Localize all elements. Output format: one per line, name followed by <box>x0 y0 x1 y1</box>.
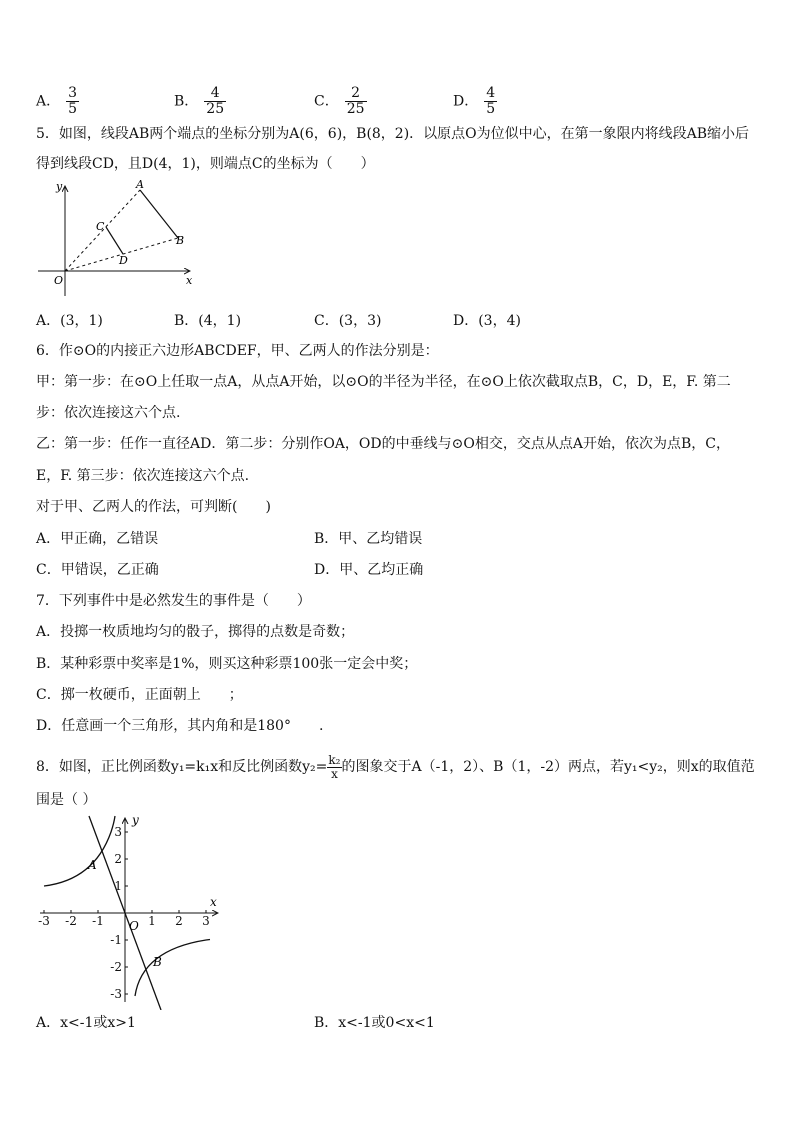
q8-stem-line2: 围是（ ） <box>36 792 97 808</box>
q6-stem-line3: 步：依次连接这六个点. <box>36 405 181 421</box>
label-x: x <box>186 274 193 287</box>
q8-option-b: B．x<-1或0<x<1 <box>314 1015 435 1031</box>
hyperbola-branch-right <box>135 940 210 997</box>
label-b: B <box>176 234 185 247</box>
q7-stem: 7．下列事件中是必然发生的事件是（ ） <box>36 593 311 609</box>
q5-figure <box>30 178 200 303</box>
fraction: $\frac{3}{5}$ <box>68 85 78 117</box>
q4-option-a: A． $\frac{3}{5}$ <box>36 85 78 117</box>
q6-option-d: D．甲、乙均正确 <box>314 562 424 578</box>
q8-option-a: A．x<-1或x>1 <box>36 1015 136 1031</box>
q8-stem-line1: 8．如图，正比例函数y₁=k₁x和反比例函数y₂= $\frac{\text{k₂}}{x}$ 的图象交于A（-1，2）、B（1，-2）两点，若y₁<y₂，则x的取值范 <box>36 752 755 781</box>
q6-option-c: C．甲错误，乙正确 <box>36 562 159 578</box>
q4-option-b: B． $\frac{4}{25}$ <box>174 85 225 117</box>
fraction: $\frac{4}{5}$ <box>486 85 496 117</box>
svg-text:-1: -1 <box>92 914 104 928</box>
q8-figure <box>30 812 230 1010</box>
svg-text:-3: -3 <box>38 914 50 928</box>
q5-option-d: D．(3，4) <box>453 313 521 329</box>
q6-stem-line2: 甲：第一步：在⊙O上任取一点A，从点A开始，以⊙O的半径为半径，在⊙O上依次截取点B，C，D，E，F. 第二 <box>36 374 731 390</box>
label-o: O <box>54 274 64 287</box>
q6-option-b: B．甲、乙均错误 <box>314 531 423 547</box>
q5-option-c: C．(3，3) <box>314 313 382 329</box>
svg-text:-3: -3 <box>110 987 122 1001</box>
svg-text:3: 3 <box>114 825 122 839</box>
svg-text:3: 3 <box>202 914 210 928</box>
label-a: A <box>88 858 97 872</box>
label-b: B <box>153 955 162 969</box>
fraction-k2-over-x: $\frac{\text{k₂}}{x}$ <box>328 752 341 781</box>
q7-option-d: D．任意画一个三角形，其内角和是180° . <box>36 718 324 734</box>
q5-option-b: B．(4，1) <box>174 313 242 329</box>
label-c: C <box>96 220 105 233</box>
hyperbola-branch-left <box>44 816 115 886</box>
label-y: y <box>56 180 63 193</box>
segment-cd <box>106 227 123 254</box>
label-x: x <box>210 895 217 909</box>
q6-stem-line1: 6．作⊙O的内接正六边形ABCDEF，甲、乙两人的作法分别是： <box>36 343 439 359</box>
q4-option-d: D． $\frac{4}{5}$ <box>453 85 496 117</box>
q6-option-a: A．甲正确，乙错误 <box>36 531 159 547</box>
q6-stem-line6: 对于甲、乙两人的作法，可判断( ) <box>36 499 271 515</box>
label-y: y <box>132 813 139 827</box>
x-tick-labels <box>38 914 210 928</box>
svg-text:-2: -2 <box>65 914 77 928</box>
q7-option-c: C．掷一枚硬币，正面朝上 ； <box>36 687 243 703</box>
segment-ab <box>140 190 178 238</box>
q6-stem-line4: 乙：第一步：任作一直径AD．第二步：分别作OA，OD的中垂线与⊙O相交，交点从点A开始，依次为点B，C， <box>36 436 730 452</box>
fraction: $\frac{4}{25}$ <box>206 85 225 117</box>
q6-stem-line5: E，F. 第三步：依次连接这六个点. <box>36 468 250 484</box>
label-o: O <box>129 919 139 933</box>
svg-text:2: 2 <box>175 914 183 928</box>
svg-text:2: 2 <box>114 852 122 866</box>
fraction: $\frac{2}{25}$ <box>346 85 365 117</box>
svg-text:1: 1 <box>114 879 122 893</box>
q7-option-a: A．投掷一枚质地均匀的骰子，掷得的点数是奇数； <box>36 624 355 640</box>
q7-option-b: B．某种彩票中奖率是1%，则买这种彩票100张一定会中奖； <box>36 656 418 672</box>
label-a: A <box>136 178 144 191</box>
q5-option-a: A．(3，1) <box>36 313 103 329</box>
svg-text:-2: -2 <box>110 960 122 974</box>
q5-stem-line2: 得到线段CD，且D(4，1)，则端点C的坐标为（ ） <box>36 156 375 172</box>
q4-option-c: C． $\frac{2}{25}$ <box>314 85 365 117</box>
svg-text:1: 1 <box>148 914 156 928</box>
label-d: D <box>119 254 128 267</box>
q5-stem-line1: 5．如图，线段AB两个端点的坐标分别为A(6，6)，B(8，2)．以原点O为位似中心，在第一象限内将线段AB缩小后 <box>36 126 750 142</box>
svg-text:-1: -1 <box>110 933 122 947</box>
